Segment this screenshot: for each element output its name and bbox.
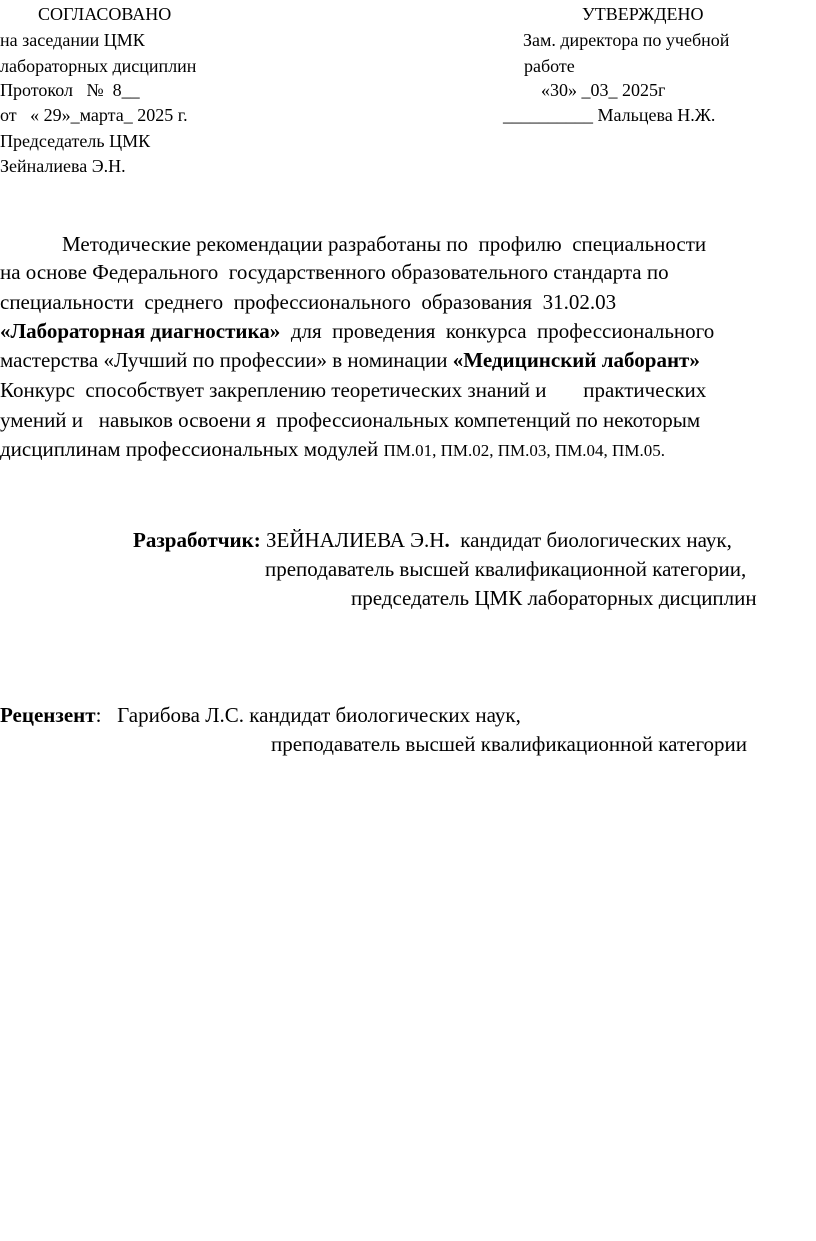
paragraph-line8-start: дисциплинам профессиональных модулей [0,437,384,461]
right-block-line4: __________ Мальцева Н.Ж. [503,105,716,125]
reviewer-colon: : [95,703,118,727]
paragraph-line5 [0,350,700,371]
developer-line2: преподаватель высшей квалификационной категории, [265,557,747,581]
developer-dot: . [444,528,450,552]
paragraph-line6: Конкурс способствует закреплению теоретических знаний и практических [0,378,707,402]
specialty-name: «Лабораторная диагностика» [0,319,281,343]
paragraph-line3: специальности среднего профессионального образования 31.02.03 [0,290,617,314]
left-block-line1: на заседании ЦМК [0,30,145,50]
left-block-line4: от « 29»_марта_ 2025 г. [0,105,188,125]
reviewer-line2: преподаватель высшей квалификационной категории [271,732,748,756]
left-block-line3: Протокол № 8__ [0,80,140,100]
developer-line3: председатель ЦМК лабораторных дисциплин [351,586,757,610]
paragraph-line4 [0,321,714,342]
reviewer-line1 [0,705,521,726]
left-block-line5: Председатель ЦМК [0,131,151,151]
paragraph-line1: Методические рекомендации разработаны по профилю специальности [62,232,707,256]
paragraph-line5-start: мастерства «Лучший по профессии» в номинации [0,348,453,372]
paragraph-line4-rest: для проведения конкурса профессионального [280,319,715,343]
paragraph-line8 [0,439,665,460]
developer-line1 [133,530,732,551]
left-block-line6: Зейналиева Э.Н. [0,156,126,176]
developer-degree: кандидат биологических наук, [449,528,732,552]
right-block-title: УТВЕРЖДЕНО [582,4,704,24]
left-block-title: СОГЛАСОВАНО [38,4,172,24]
paragraph-line7: умений и навыков освоени я профессиональных компетенций по некоторым [0,408,701,432]
left-block-line2: лабораторных дисциплин [0,56,197,76]
paragraph-line2: на основе Федерального государственного образовательного стандарта по [0,260,669,284]
developer-name: ЗЕЙНАЛИЕВА Э.Н [260,528,445,552]
reviewer-label: Рецензент [0,703,96,727]
right-block-line2: работе [524,56,575,76]
developer-label: Разработчик: [133,528,261,552]
nomination-name: «Медицинский лаборант» [452,348,700,372]
reviewer-name: Гарибова Л.С. кандидат биологических наук, [117,703,521,727]
module-list: ПМ.01, ПМ.02, ПМ.03, ПМ.04, ПМ.05. [383,441,665,460]
right-block-line3: «30» _03_ 2025г [541,80,666,100]
right-block-line1: Зам. директора по учебной [523,30,730,50]
